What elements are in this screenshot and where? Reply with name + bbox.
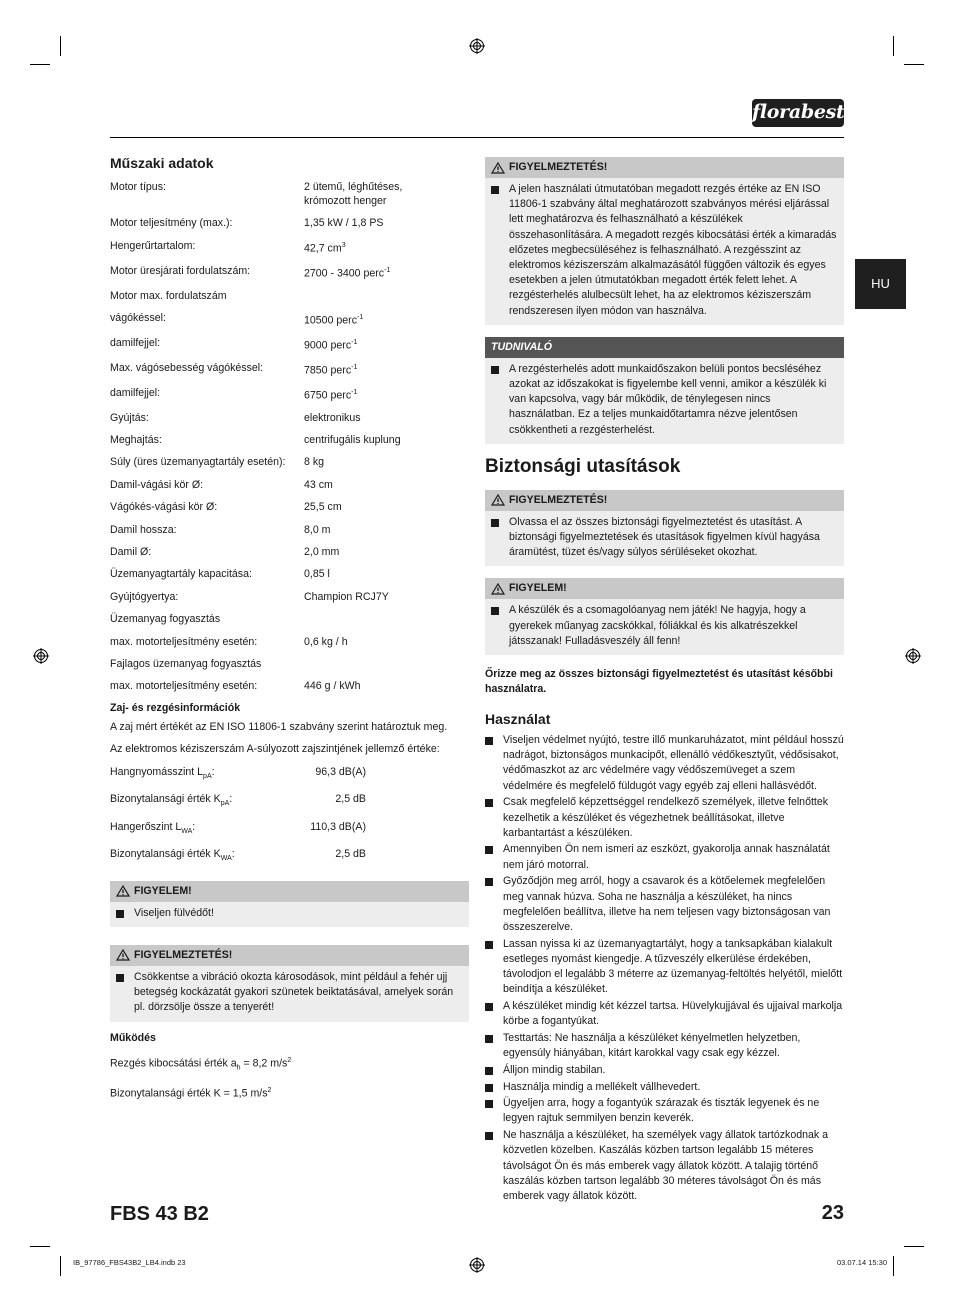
spec-label: Damil Ø: — [110, 546, 152, 559]
usage-list-item — [485, 937, 844, 998]
spec-row — [110, 455, 469, 469]
noise-label-text: Bizonytalansági érték K — [110, 793, 221, 806]
spec-label: Max. vágósebesség vágókéssel: — [110, 361, 264, 374]
noise-label: Bizonytalansági érték $K_{WA}$: — [110, 848, 235, 863]
spec-label: Motor üresjárati fordulatszám: — [110, 264, 251, 277]
spec-value — [304, 264, 469, 281]
spec-label: Meghajtás: — [110, 434, 162, 447]
box-header-label: FIGYELEM! — [134, 884, 192, 897]
bullet-square-icon — [491, 519, 499, 527]
spec-row — [110, 433, 469, 447]
right-column — [485, 157, 844, 1206]
spec-row — [110, 567, 469, 581]
usage-list-item — [485, 1128, 844, 1204]
spec-value — [304, 180, 469, 208]
bullet-item — [491, 603, 838, 649]
noise-row — [110, 847, 469, 866]
warning-triangle-icon — [491, 583, 505, 595]
noise-row — [110, 792, 469, 811]
crop-mark — [893, 1256, 894, 1276]
header-rule — [110, 137, 844, 138]
spec-value-text: 10500 perc — [304, 314, 358, 327]
spec-label: Üzemanyag fogyasztás — [110, 613, 221, 626]
spec-value — [304, 289, 469, 303]
bullet-text: A készülék és a csomagolóanyag nem játék! Ne hagyja, hogy a gyerekek műanyag zacskókkal, fóliákkal és kis alkatrészekkel játsszanak! Fulladásveszély áll fenn! — [509, 604, 806, 647]
box-header — [485, 337, 844, 358]
registration-mark-icon — [469, 38, 485, 54]
spec-value — [304, 612, 469, 626]
spec-row — [110, 216, 469, 230]
spec-value-text: 2700 - 3400 perc — [304, 267, 385, 280]
bullet-text: Győződjön meg arról, hogy a csavarok és a kötőelemek megfelelően meg vannak húzva. Soha ne használja a készüléket, ha nincs megfelelően beállítva, illetve ha nem teljesen vagy biztonságosan van összeszerelve. — [503, 875, 831, 933]
spec-value — [304, 386, 469, 403]
spec-value-text: 0,6 kg / h — [304, 635, 348, 648]
noise-label: Bizonytalansági érték $K_{pA}$: — [110, 793, 233, 808]
bullet-square-icon — [485, 878, 493, 886]
keep-instructions-note: Őrizze meg az összes biztonsági figyelmeztetést és utasítást későbbi használatra. — [485, 668, 833, 696]
registration-mark-icon — [33, 648, 49, 664]
usage-list-item — [485, 842, 844, 872]
spec-value — [304, 545, 469, 559]
noise-row — [110, 820, 469, 839]
spec-value — [304, 239, 469, 256]
spec-value-text: 0,85 l — [304, 568, 330, 581]
spec-value-text: Champion RCJ7Y — [304, 590, 389, 603]
noise-subscript: pA — [220, 800, 230, 808]
spec-row — [110, 311, 469, 328]
spec-label: Vágókés-vágási kör Ø: — [110, 501, 218, 514]
spec-label: Damil hossza: — [110, 523, 177, 536]
box-header — [485, 157, 844, 178]
spec-value-text: centrifugális kuplung — [304, 434, 401, 447]
spec-label: vágókéssel: — [110, 312, 166, 325]
noise-value: 2,5 dB — [335, 793, 366, 806]
noise-label-text: Bizonytalansági érték K — [110, 848, 221, 861]
spec-label: Hengerűrtartalom: — [110, 239, 196, 252]
spec-value — [304, 336, 469, 353]
bullet-text: Viseljen fülvédőt! — [134, 906, 214, 919]
spec-row — [110, 336, 469, 353]
spec-label: damilfejjel: — [110, 386, 161, 399]
spec-value — [304, 657, 469, 671]
noise-value: 2,5 dB — [335, 848, 366, 861]
box-header-label: FIGYELMEZTETÉS! — [509, 161, 608, 173]
noise-title: Zaj- és rezgésinformációk — [110, 701, 241, 714]
box-body — [485, 358, 844, 444]
bullet-square-icon — [116, 974, 124, 982]
attention-box — [110, 881, 469, 927]
noise-value: 96,3 dB(A) — [315, 765, 366, 778]
vibration-value: Rezgés kibocsátási érték $a_h = 8,2$ $m/s^2$ — [110, 1056, 292, 1072]
spec-label: Damil-vágási kör Ø: — [110, 478, 204, 491]
crop-mark — [60, 36, 61, 56]
usage-list-item — [485, 874, 844, 935]
box-header-label: FIGYELMEZTETÉS! — [134, 948, 233, 961]
bullet-square-icon — [485, 799, 493, 807]
spec-label: max. motorteljesítmény esetén: — [110, 680, 258, 693]
bullet-text: Használja mindig a mellékelt vállhevedert. — [503, 1080, 701, 1093]
spec-row — [110, 411, 469, 425]
bullet-square-icon — [116, 910, 124, 918]
note-box — [485, 337, 844, 444]
spec-unit-exponent: -1 — [351, 338, 358, 346]
registration-mark-icon — [905, 648, 921, 664]
crop-mark — [60, 1256, 61, 1276]
spec-unit-exponent: -1 — [384, 266, 391, 274]
spec-value — [304, 500, 469, 514]
crop-mark — [904, 1246, 924, 1247]
spec-value-text: 8,0 m — [304, 523, 331, 536]
spec-label: Motor típus: — [110, 181, 166, 193]
attention-box — [485, 578, 844, 655]
left-column — [110, 155, 469, 1109]
spec-label: max. motorteljesítmény esetén: — [110, 635, 258, 648]
bullet-text: Ügyeljen arra, hogy a fogantyúk szárazak és tiszták legyenek és ne legyen rajtuk semmilyen benzin keverék. — [503, 1097, 820, 1125]
noise-label: Hangnyomásszint $L_{pA}$: — [110, 765, 215, 780]
brand-logo: florabest — [752, 99, 844, 127]
box-header — [485, 578, 844, 599]
spec-value — [304, 311, 469, 328]
spec-value — [304, 361, 469, 378]
bullet-text: A rezgésterhelés adott munkaidőszakon belüli pontos becsléséhez azokat az időszakokat is figyelembe kell venni, amikor a készülék ki van kapcsolva, vagy bár működik, de ténylegesen nincs használatban. Ez a teljes munkaidőtartamra nézve jelentősen csökkentheti a rezgésterhelést. — [509, 362, 827, 436]
page-number: 23 — [821, 1202, 844, 1224]
spec-value — [304, 478, 469, 492]
box-header-label: TUDNIVALÓ — [491, 340, 553, 353]
spec-label: Gyújtógyertya: — [110, 590, 179, 603]
bullet-text: Ne használja a készüléket, ha személyek vagy állatok tartózkodnak a közvetlen közelben. Kaszálás közben tartson legalább 15 méteres távolságot Ön és más emberek vagy állatok között. A talajig történő kaszálás közben tartson legalább 30 méteres távolságot Ön és más emberek vagy állatok között. — [503, 1129, 829, 1202]
bullet-text: Csak megfelelő képzettséggel rendelkező személyek, illetve felnőttek kezelhetik a készüléket és végezhetnek beállításokat, illetve karbantartást a készüléken. — [503, 796, 829, 839]
spec-value — [304, 590, 469, 604]
spec-label: Gyújtás: — [110, 411, 149, 424]
registration-mark-icon — [469, 1257, 485, 1273]
noise-subscript: WA — [181, 827, 193, 835]
spec-row — [110, 545, 469, 559]
spec-value — [304, 433, 469, 447]
noise-label-text: Hangerőszint L — [110, 820, 182, 833]
usage-list-item — [485, 1063, 844, 1078]
bullet-item — [491, 362, 838, 438]
bullet-item — [116, 970, 463, 1016]
noise-row — [110, 765, 469, 784]
bullet-square-icon — [485, 1132, 493, 1140]
bullet-square-icon — [491, 366, 499, 374]
box-body — [110, 966, 469, 1022]
spec-row — [110, 239, 469, 256]
spec-row — [110, 361, 469, 378]
noise-paragraph-2: Az elektromos kéziszerszám A-súlyozott zajszintjének jellemző értéke: — [110, 742, 440, 755]
spec-value-text: krómozott henger — [304, 195, 387, 207]
bullet-square-icon — [491, 186, 499, 194]
bullet-text: Viseljen védelmet nyújtó, testre illő munkaruházatot, mint például hosszú nadrágot, biztonságos munkacipőt, ellenálló védőkesztyűt, védősisakot, védőmaszkot az arc védelmére vagy védőszemüveget a szem védelmére és megfelelő füldugót vagy egyéb zaj elleni hallásvédőt. — [503, 734, 844, 792]
bullet-text: Álljon mindig stabilan. — [503, 1063, 606, 1076]
spec-value — [304, 567, 469, 581]
noise-label-text: Hangnyomásszint L — [110, 765, 204, 778]
usage-list-item — [485, 733, 844, 794]
warning-triangle-icon — [491, 494, 505, 506]
spec-label: Üzemanyagtartály kapacitása: — [110, 568, 252, 581]
file-info: IB_97786_FBS43B2_LB4.indb 23 — [73, 1258, 186, 1267]
bullet-square-icon — [485, 846, 493, 854]
spec-row — [110, 590, 469, 604]
warning-triangle-icon — [116, 885, 130, 897]
bullet-square-icon — [485, 737, 493, 745]
spec-row — [110, 657, 469, 671]
spec-label: Motor teljesítmény (max.): — [110, 217, 233, 230]
usage-title: Használat — [485, 711, 551, 728]
bullet-square-icon — [485, 1067, 493, 1075]
bullet-text: Olvassa el az összes biztonsági figyelmeztetést és utasítást. A biztonsági figyelmeztetések és utasítások figyelmen kívül hagyása áramütést, tüzet és/vagy súlyos sérüléseket okozhat. — [509, 515, 820, 559]
spec-row — [110, 478, 469, 492]
spec-unit-exponent: -1 — [357, 314, 364, 322]
box-body — [110, 902, 469, 927]
spec-value — [304, 455, 469, 469]
spec-value — [304, 635, 469, 649]
bullet-square-icon — [485, 1035, 493, 1043]
spec-value-text: 2 ütemű, léghűtéses, — [304, 181, 403, 193]
spec-value-text: 446 g / kWh — [304, 680, 361, 693]
warning-triangle-icon — [491, 162, 505, 174]
bullet-text: Testtartás: Ne használja a készüléket kényelmetlen helyzetben, egyensúly hiányában, kitárt karokkal vagy csak egy kézzel. — [503, 1031, 801, 1060]
box-body — [485, 511, 844, 567]
spec-value-text: 6750 perc — [304, 389, 352, 402]
spec-label: damilfejjel: — [110, 336, 161, 349]
warning-triangle-icon — [116, 949, 130, 961]
usage-list-item — [485, 1080, 844, 1095]
box-header — [110, 945, 469, 966]
spec-label: Motor max. fordulatszám — [110, 289, 227, 302]
bullet-square-icon — [485, 1100, 493, 1108]
bullet-item — [491, 182, 838, 319]
spec-label: Fajlagos üzemanyag fogyasztás — [110, 658, 262, 670]
spec-value-text: 9000 perc — [304, 339, 352, 352]
noise-subscript: WA — [220, 855, 232, 863]
usage-list-item — [485, 999, 844, 1029]
spec-label: Súly (üres üzemanyagtartály esetén): — [110, 456, 286, 469]
box-body — [485, 599, 844, 655]
safety-title: Biztonsági utasítások — [485, 455, 681, 477]
warning-box — [110, 945, 469, 1022]
spec-value-text: 8 kg — [304, 456, 325, 469]
spec-row — [110, 289, 469, 303]
spec-row — [110, 635, 469, 649]
noise-subscript: pA — [203, 772, 212, 780]
usage-list-item — [485, 1096, 844, 1126]
usage-list-item — [485, 1031, 844, 1061]
box-header-label: FIGYELEM! — [509, 582, 567, 595]
bullet-text: Csökkentse a vibráció okozta károsodások, mint például a fehér ujj betegség kockázatát gyakori szünetek beiktatásával, amelyek során pl. dörzsölje össze a tenyerét! — [134, 970, 454, 1014]
spec-value-text: 42,7 cm — [304, 242, 342, 255]
language-tab: HU — [855, 259, 906, 309]
bullet-item — [491, 515, 838, 561]
usage-list — [485, 733, 844, 1204]
noise-label: Hangerőszint $L_{WA}$: — [110, 820, 196, 835]
spec-row — [110, 264, 469, 281]
spec-value-text: 2,0 mm — [304, 546, 340, 559]
warning-box — [485, 490, 844, 567]
spec-value — [304, 679, 469, 693]
noise-value: 110,3 dB(A) — [310, 820, 366, 833]
box-header — [485, 490, 844, 511]
bullet-square-icon — [485, 1084, 493, 1092]
spec-unit-exponent: 3 — [341, 241, 346, 249]
warning-box — [485, 157, 844, 325]
bullet-text: Lassan nyissa ki az üzemanyagtartályt, hogy a tanksapkában kialakult esetleges nyomást kiengedje. A tűzveszély elkerülése érdekében, távolodjon el legalább 3 méterre az üzemanyag-feltöltés helyétől, mielőtt beindítja a készüléket. — [503, 937, 843, 996]
operation-title: Működés — [110, 1031, 156, 1044]
spec-row — [110, 679, 469, 693]
print-date: 03.07.14 15:30 — [836, 1258, 887, 1267]
bullet-square-icon — [491, 607, 499, 615]
spec-row — [110, 612, 469, 626]
spec-unit-exponent: -1 — [351, 363, 358, 371]
spec-row — [110, 180, 469, 208]
spec-value-text: 7850 perc — [304, 364, 352, 377]
spec-value — [304, 523, 469, 537]
bullet-item — [116, 906, 463, 921]
bullet-square-icon — [485, 941, 493, 949]
bullet-text: A készüléket mindig két kézzel tartsa. Hüvelykujjával és ujjaival markolja körbe a fogantyúkat. — [503, 1000, 843, 1028]
bullet-text: Amennyiben Ön nem ismeri az eszközt, gyakorolja annak használatát nem járó motorral. — [503, 843, 830, 871]
noise-paragraph-1: A zaj mért értékét az EN ISO 11806-1 szabvány szerint határoztuk meg. — [110, 720, 448, 733]
spec-unit-exponent: -1 — [351, 388, 358, 396]
crop-mark — [904, 64, 924, 65]
bullet-square-icon — [485, 1003, 493, 1011]
crop-mark — [893, 36, 894, 56]
model-name: FBS 43 B2 — [110, 1203, 209, 1225]
spec-row — [110, 386, 469, 403]
spec-value-text: 1,35 kW / 1,8 PS — [304, 217, 384, 230]
noise-table — [110, 765, 469, 867]
box-header — [110, 881, 469, 902]
spec-value-text: 25,5 cm — [304, 501, 342, 514]
bullet-text: A jelen használati útmutatóban megadott rezgés értéke az EN ISO 11806-1 szabvány által meghatározott szabványos mérési eljárással lett meghatározva és felhasználható a készülékek összehasonlítására. A megadott rezgés kibocsátási érték a kimaradás előzetes megbecsüléséhez is felhasználható. A rezgésszint az elektromos kéziszerszám alkalmazásától függően változik és egyes esetekben a jelen útmutatókban megadott érték felett lehet. A rezgésterhelés alulbecsült lehet, ha az elektromos kéziszerszám rendszeresen ilyen módon van használva. — [509, 183, 837, 317]
box-body — [485, 178, 844, 325]
crop-mark — [30, 1246, 50, 1247]
spec-value-text: 43 cm — [304, 478, 333, 491]
uncertainty-value: Bizonytalansági érték K = 1,5 $m/s^2$ — [110, 1087, 272, 1100]
tech-data-title: Műszaki adatok — [110, 155, 214, 171]
spec-value-text: elektronikus — [304, 411, 361, 424]
spec-row — [110, 523, 469, 537]
spec-value — [304, 216, 469, 230]
crop-mark — [30, 64, 50, 65]
box-header-label: FIGYELMEZTETÉS! — [509, 493, 608, 506]
usage-list-item — [485, 795, 844, 841]
spec-row — [110, 500, 469, 514]
spec-table — [110, 180, 469, 693]
spec-value — [304, 411, 469, 425]
